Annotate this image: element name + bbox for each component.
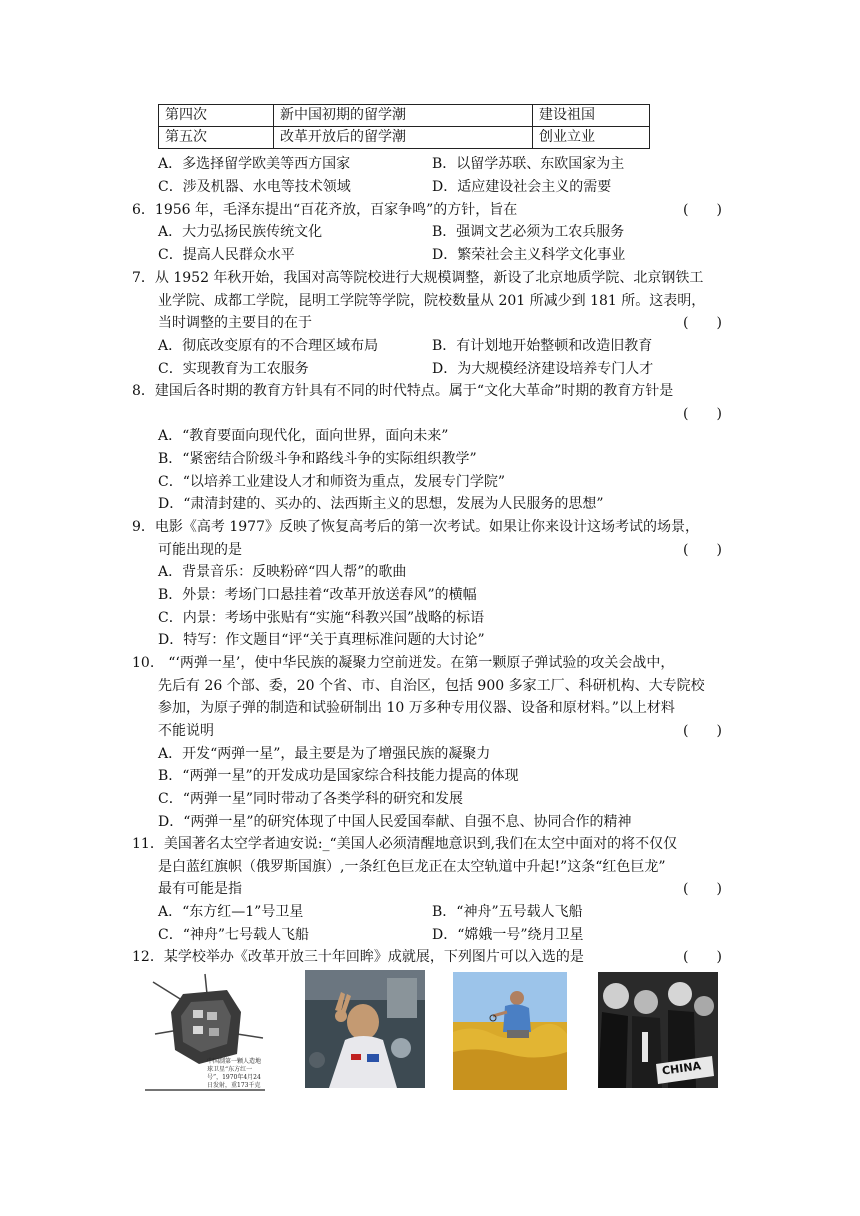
rice-field-photo bbox=[453, 972, 567, 1090]
q6-option-c: C．提高人民群众水平 bbox=[158, 247, 295, 263]
q7-stem-line1: 7．从 1952 年秋开始，我国对高等院校进行大规模调整，新设了北京地质学院、北京钢铁工 bbox=[132, 270, 704, 286]
q10-stem-line2: 先后有 26 个部、委，20 个省、市、自治区，包括 900 多家工厂、科研机构、大专院校 bbox=[158, 678, 705, 694]
rice-field-image bbox=[453, 972, 567, 1090]
table-cell: 建设祖国 bbox=[533, 105, 650, 127]
q7-stem-line3: 当时调整的主要目的在于 bbox=[158, 315, 312, 331]
answer-paren: ( ) bbox=[683, 949, 722, 965]
q10-stem-line1: 10. “‘两弹一星’，使中华民族的凝聚力空前迸发。在第一颗原子弹试验的攻关会战中， bbox=[132, 655, 675, 671]
q8-option-d: D．“肃清封建的、买办的、法西斯主义的思想，发展为人民服务的思想” bbox=[158, 496, 604, 512]
q7-option-b: B．有计划地开始整顿和改造旧教育 bbox=[432, 338, 653, 354]
china-sign-text: CHINA bbox=[661, 1059, 702, 1078]
q8-option-c: C．“以培养工业建设人才和师资为重点，发展专门学院” bbox=[158, 474, 506, 490]
q6-option-d: D．繁荣社会主义科学文化事业 bbox=[432, 247, 626, 263]
q12-stem: 12．某学校举办《改革开放三十年回眸》成就展，下列图片可以入选的是 bbox=[132, 949, 584, 965]
q11-stem-line2: 是白蓝红旗帜（俄罗斯国旗）,一条红色巨龙正在太空轨道中升起!”这条“红色巨龙” bbox=[158, 859, 666, 875]
q6-stem: 6．1956 年，毛泽东提出“百花齐放，百家争鸣”的方针，旨在 bbox=[132, 202, 518, 218]
satellite-caption: 中国制第一颗人造地球卫星“东方红一号”，1970年4月24日发射，重173千克 bbox=[207, 1058, 262, 1089]
answer-paren: ( ) bbox=[683, 315, 722, 331]
q5-option-c: C．涉及机器、水电等技术领域 bbox=[158, 179, 351, 195]
q9-option-b: B．外景：考场门口悬挂着“改革开放送春风”的横幅 bbox=[158, 587, 477, 603]
table-cell: 改革开放后的留学潮 bbox=[274, 127, 533, 149]
table-cell: 新中国初期的留学潮 bbox=[274, 105, 533, 127]
q10-option-a: A．开发“两弹一星”，最主要是为了增强民族的凝聚力 bbox=[158, 746, 491, 762]
answer-paren: ( ) bbox=[683, 202, 722, 218]
q10-option-b: B．“两弹一星”的开发成功是国家综合科技能力提高的体现 bbox=[158, 768, 519, 784]
q5-option-a: A．多选择留学欧美等西方国家 bbox=[158, 156, 351, 172]
q11-stem-line3: 最有可能是指 bbox=[158, 881, 242, 897]
q9-option-a: A．背景音乐：反映粉碎“四人帮”的歌曲 bbox=[158, 564, 407, 580]
q10-option-c: C．“两弹一星”同时带动了各类学科的研究和发展 bbox=[158, 791, 464, 807]
table-cell: 第四次 bbox=[159, 105, 274, 127]
q9-option-c: C．内景：考场中张贴有“实施“科教兴国”战略的标语 bbox=[158, 610, 485, 626]
table-row bbox=[159, 127, 650, 149]
q8-option-a: A．“教育要面向现代化，面向世界，面向未来” bbox=[158, 428, 449, 444]
satellite-photo bbox=[145, 972, 265, 1092]
table-row bbox=[159, 105, 650, 127]
q11-option-a: A．“东方红—1”号卫星 bbox=[158, 904, 304, 920]
answer-paren: ( ) bbox=[683, 406, 722, 422]
q10-option-d: D．“两弹一星”的研究体现了中国人民爱国奉献、自强不息、协同合作的精神 bbox=[158, 814, 632, 830]
q7-option-c: C．实现教育为工农服务 bbox=[158, 361, 309, 377]
astronaut-photo bbox=[305, 970, 425, 1088]
q11-option-d: D．“嫦娥一号”绕月卫星 bbox=[432, 927, 584, 943]
study-abroad-table bbox=[158, 104, 650, 149]
q5-option-d: D．适应建设社会主义的需要 bbox=[432, 179, 612, 195]
q10-stem-line4: 不能说明 bbox=[158, 723, 214, 739]
answer-paren: ( ) bbox=[683, 542, 722, 558]
q9-stem-line2: 可能出现的是 bbox=[158, 542, 242, 558]
q10-stem-line3: 参加，为原子弹的制造和试验研制出 10 万多种专用仪器、设备和原材料。”以上材料 bbox=[158, 700, 675, 716]
answer-paren: ( ) bbox=[683, 723, 722, 739]
answer-paren: ( ) bbox=[683, 881, 722, 897]
q9-stem-line1: 9．电影《高考 1977》反映了恢复高考后的第一次考试。如果让你来设计这场考试的场景， bbox=[132, 519, 699, 535]
q7-option-d: D．为大规模经济建设培养专门人才 bbox=[432, 361, 654, 377]
q6-option-b: B．强调文艺必须为工农兵服务 bbox=[432, 224, 625, 240]
q11-option-b: B．“神舟”五号载人飞船 bbox=[432, 904, 583, 920]
q6-option-a: A．大力弘扬民族传统文化 bbox=[158, 224, 323, 240]
q5-option-b: B．以留学苏联、东欧国家为主 bbox=[432, 156, 625, 172]
q8-option-b: B．“紧密结合阶级斗争和路线斗争的实际组织教学” bbox=[158, 451, 477, 467]
china-sign-photo bbox=[598, 972, 718, 1088]
q8-stem: 8．建国后各时期的教育方针具有不同的时代特点。属于“文化大革命”时期的教育方针是 bbox=[132, 383, 674, 399]
table-cell: 创业立业 bbox=[533, 127, 650, 149]
q11-stem-line1: 11．美国著名太空学者迪安说:_“美国人必须清醒地意识到,我们在太空中面对的将不仅仅 bbox=[132, 836, 678, 852]
q7-option-a: A．彻底改变原有的不合理区域布局 bbox=[158, 338, 379, 354]
table-cell: 第五次 bbox=[159, 127, 274, 149]
q11-option-c: C．“神舟”七号载人飞船 bbox=[158, 927, 310, 943]
astronaut-image bbox=[305, 970, 425, 1088]
q7-stem-line2: 业学院、成都工学院，昆明工学院等学院，院校数量从 201 所减少到 181 所。这表明， bbox=[158, 293, 706, 309]
q9-option-d: D．特写：作文题目“评“关于真理标准问题的大讨论” bbox=[158, 632, 485, 648]
